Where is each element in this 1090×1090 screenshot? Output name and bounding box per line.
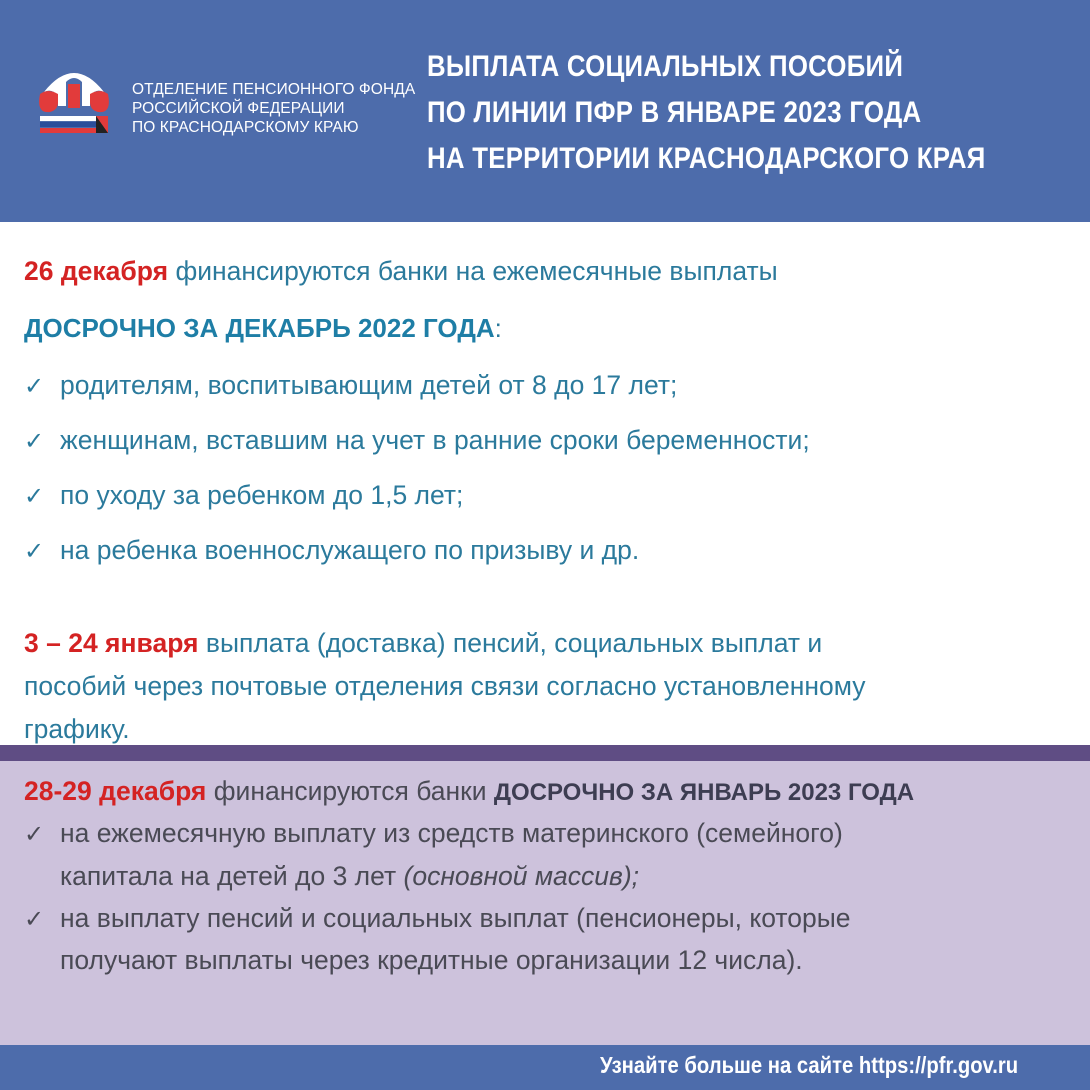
check-icon: ✓ bbox=[24, 373, 45, 400]
date-december-26: 26 декабря bbox=[24, 256, 169, 286]
org-name-line3: ПО КРАСНОДАРСКОМУ КРАЮ bbox=[132, 119, 359, 136]
footer-banner bbox=[0, 1045, 1090, 1090]
org-name-line2: РОССИЙСКОЙ ФЕДЕРАЦИИ bbox=[132, 100, 345, 117]
january-delivery-line3: графику. bbox=[24, 714, 130, 744]
subtitle-colon: : bbox=[494, 313, 502, 343]
list-item-continuation: получают выплаты через кредитные организации 12 числа). bbox=[60, 945, 803, 975]
early-january-heading: ДОСРОЧНО ЗА ЯНВАРЬ 2023 ГОДА bbox=[493, 779, 915, 806]
section-divider bbox=[0, 745, 1090, 761]
list-item bbox=[24, 480, 463, 511]
list-item bbox=[24, 818, 843, 849]
date-january-range: 3 – 24 января bbox=[24, 628, 199, 658]
list-item-text: на ребенка военнослужащего по призыву и др. bbox=[60, 535, 640, 565]
list-item-text: по уходу за ребенком до 1,5 лет; bbox=[60, 480, 464, 510]
footer-website-link[interactable]: Узнайте больше на сайте https://pfr.gov.ru bbox=[599, 1052, 1018, 1078]
pfr-logo-icon bbox=[34, 58, 114, 140]
title-line2: ПО ЛИНИИ ПФР В ЯНВАРЕ 2023 ГОДА bbox=[427, 96, 922, 129]
check-icon: ✓ bbox=[24, 483, 45, 510]
list-item-text: на выплату пенсий и социальных выплат (пенсионеры, которые bbox=[60, 903, 851, 933]
date-december-28-29: 28-29 декабря bbox=[24, 776, 207, 806]
january-funding-text: финансируются банки bbox=[206, 776, 494, 806]
list-item bbox=[24, 425, 810, 456]
january-delivery-text: выплата (доставка) пенсий, социальных выплат и bbox=[198, 628, 823, 658]
december-funding-text: финансируются банки на ежемесячные выплаты bbox=[168, 256, 778, 286]
december-subtitle bbox=[24, 313, 502, 344]
check-icon: ✓ bbox=[24, 906, 45, 933]
list-item bbox=[24, 535, 639, 566]
december-funding-line bbox=[24, 256, 778, 287]
list-item bbox=[24, 903, 851, 934]
check-icon: ✓ bbox=[24, 428, 45, 455]
list-item-text: родителям, воспитывающим детей от 8 до 17 лет; bbox=[60, 370, 678, 400]
list-item-continuation bbox=[60, 861, 639, 892]
check-icon: ✓ bbox=[24, 821, 45, 848]
list-item bbox=[24, 370, 677, 401]
january-delivery-line1 bbox=[24, 628, 822, 659]
list-item-text: женщинам, вставшим на учет в ранние сроки беременности; bbox=[60, 425, 810, 455]
list-item-text: капитала на детей до 3 лет bbox=[60, 861, 404, 891]
pfr-logo bbox=[34, 58, 114, 140]
org-name-line1: ОТДЕЛЕНИЕ ПЕНСИОННОГО ФОНДА bbox=[132, 81, 416, 98]
organization-name bbox=[132, 80, 416, 137]
title-line3: НА ТЕРРИТОРИИ КРАСНОДАРСКОГО КРАЯ bbox=[427, 142, 986, 175]
list-item-text: на ежемесячную выплату из средств материнского (семейного) bbox=[60, 818, 843, 848]
header-banner bbox=[0, 0, 1090, 222]
title-line1: ВЫПЛАТА СОЦИАЛЬНЫХ ПОСОБИЙ bbox=[427, 50, 904, 83]
early-december-heading: ДОСРОЧНО ЗА ДЕКАБРЬ 2022 ГОДА bbox=[24, 313, 495, 343]
page-title bbox=[427, 44, 986, 182]
check-icon: ✓ bbox=[24, 538, 45, 565]
list-item-note: (основной массив); bbox=[403, 861, 640, 891]
january-funding-line bbox=[24, 776, 914, 807]
january-delivery-line2: пособий через почтовые отделения связи согласно установленному bbox=[24, 671, 866, 701]
